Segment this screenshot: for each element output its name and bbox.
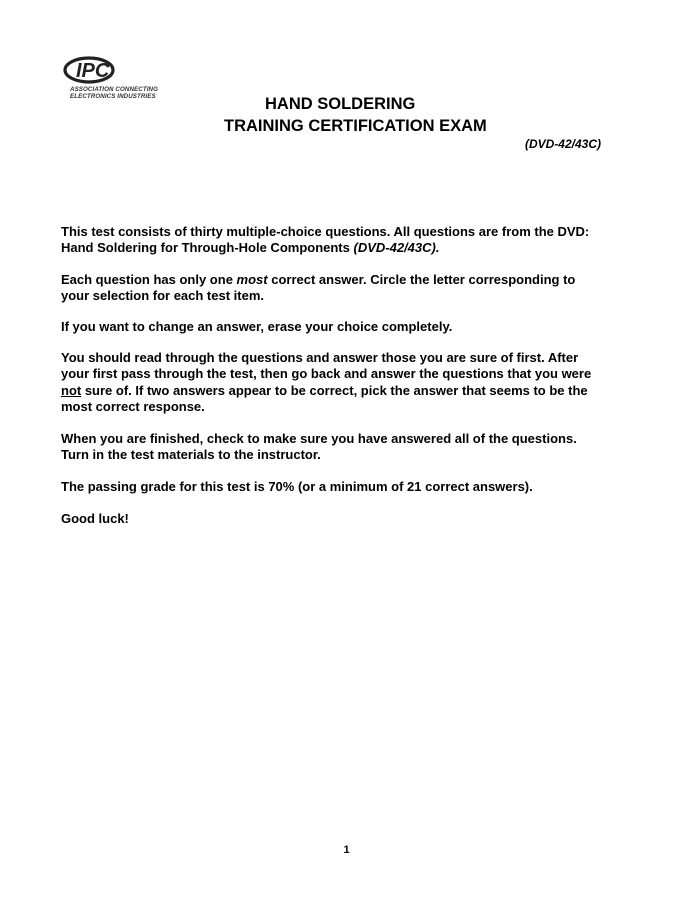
p1-line2 bbox=[61, 240, 631, 256]
p2-line2: your selection for each test item. bbox=[61, 288, 265, 304]
p1-line1: This test consists of thirty multiple-choice questions. All questions are from the DVD: bbox=[61, 224, 590, 239]
paragraph-test-description bbox=[61, 224, 631, 257]
p2-line1-pre: Each question has only one bbox=[61, 272, 237, 287]
logo-tagline bbox=[70, 86, 158, 100]
ipc-logo-mark-icon bbox=[62, 54, 174, 88]
paragraph-strategy bbox=[61, 350, 631, 415]
logo-mark-text: IPC bbox=[76, 60, 110, 82]
title-line1: HAND SOLDERING bbox=[265, 95, 416, 113]
p2-line1 bbox=[61, 272, 631, 288]
paragraph-change-answer bbox=[61, 319, 631, 335]
p1-line2-dvd-code: (DVD-42/43C). bbox=[353, 240, 440, 256]
p3-line1: If you want to change an answer, erase your choice completely. bbox=[61, 319, 453, 334]
p4-line3 bbox=[61, 383, 631, 399]
paragraph-finished bbox=[61, 431, 631, 464]
page-number: 1 bbox=[343, 844, 350, 856]
p4-line4: most correct response. bbox=[61, 398, 205, 414]
exam-code: (DVD-42/43C) bbox=[524, 137, 601, 151]
p2-line1-post: correct answer. Circle the letter corresponding to bbox=[267, 272, 576, 287]
p4-line3-post: sure of. If two answers appear to be correct, pick the answer that seems to be the bbox=[81, 382, 588, 398]
p4-line1: You should read through the questions and answer those you are sure of first. After bbox=[61, 350, 579, 365]
ipc-logo bbox=[62, 54, 174, 104]
logo-tagline-line1: ASSOCIATION CONNECTING bbox=[70, 86, 159, 93]
p6-line1: The passing grade for this test is 70% (or a minimum of 21 correct answers). bbox=[61, 479, 533, 494]
p1-line2-text: Hand Soldering for Through-Hole Components bbox=[61, 240, 354, 256]
logo-tagline-line2: ELECTRONICS INDUSTRIES bbox=[70, 93, 156, 100]
p5-line2: Turn in the test materials to the instructor. bbox=[61, 447, 321, 463]
title-line2: TRAINING CERTIFICATION EXAM bbox=[224, 117, 487, 135]
p2-line1-em: most bbox=[236, 272, 268, 287]
p5-line1: When you are finished, check to make sure you have answered all of the questions. bbox=[61, 431, 577, 446]
p4-line3-underlined: not bbox=[61, 382, 82, 398]
paragraph-good-luck bbox=[61, 511, 631, 527]
p4-line2: your first pass through the test, then go back and answer the questions that you were bbox=[61, 366, 592, 382]
p7-line1: Good luck! bbox=[61, 511, 129, 526]
paragraph-passing-grade bbox=[61, 479, 631, 495]
paragraph-one-answer bbox=[61, 272, 631, 305]
